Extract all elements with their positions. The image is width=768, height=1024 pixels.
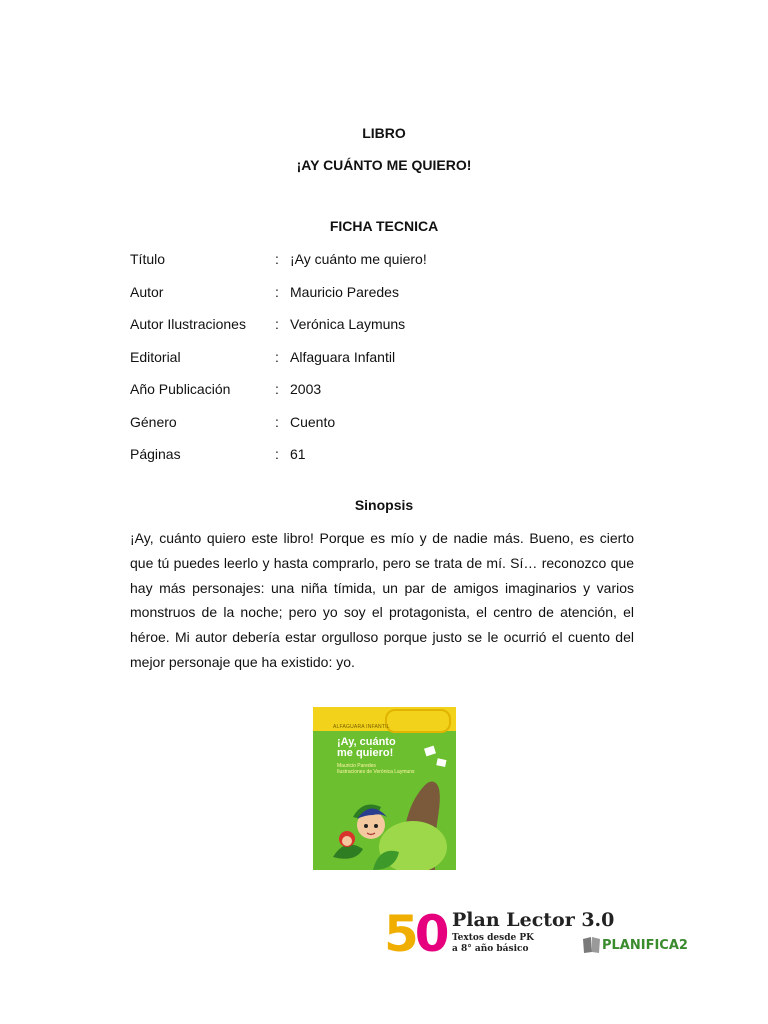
- cover-illustrator-name: Ilustraciones de Verónica Laymuns: [337, 769, 415, 775]
- ficha-value: Verónica Laymuns: [290, 316, 406, 332]
- ficha-value: Alfaguara Infantil: [290, 349, 396, 365]
- logo-subtitle: [452, 933, 572, 955]
- ficha-colon: :: [275, 349, 279, 365]
- ficha-value: Mauricio Paredes: [290, 284, 399, 300]
- ficha-colon: :: [275, 414, 279, 430]
- cover-title-line2: me quiero!: [337, 747, 394, 759]
- logo-digit-5: 5: [384, 905, 415, 963]
- cover-brand: ALFAGUARA INFANTIL: [333, 724, 390, 730]
- logo-subtitle-line1: Textos desde PK: [452, 933, 534, 943]
- cover-author-name: Mauricio Paredes: [337, 763, 376, 769]
- book-cover-image: [313, 707, 456, 870]
- ficha-row-paginas: [130, 446, 640, 466]
- sinopsis-heading: Sinopsis: [354, 497, 414, 513]
- ficha-row-ilustraciones: [130, 316, 640, 336]
- ficha-row-editorial: [130, 349, 640, 369]
- ficha-colon: :: [275, 284, 279, 300]
- ficha-value: ¡Ay cuánto me quiero!: [290, 251, 427, 267]
- heading-libro: LIBRO: [362, 125, 406, 141]
- ficha-row-anio: [130, 381, 640, 401]
- synopsis-paragraph: ¡Ay, cuánto quiero este libro! Porque es mío y de nadie más. Bueno, es cierto que tú puedes leerlo y hasta comprarlo, pero se trata de mí. Sí… reconozco que hay más personajes: una niña tímida, un par de amigos imaginarios y varios monstruos de la noche; pero yo soy el protagonista, el centro de atención, el héroe. Mi autor debería estar orgulloso porque justo se le ocurrió el cuento del mejor personaje que ha existido: yo.: [130, 530, 634, 670]
- ficha-colon: :: [275, 251, 279, 267]
- ficha-label: Editorial: [130, 349, 181, 365]
- cover-illustration: [313, 707, 456, 870]
- logo-brand: PLANIFICA2: [602, 938, 688, 953]
- book-title-heading: ¡AY CUÁNTO ME QUIERO!: [296, 157, 472, 173]
- ficha-value: 2003: [290, 381, 322, 397]
- cover-title-line1: ¡Ay, cuánto: [337, 736, 396, 748]
- ficha-label: Año Publicación: [130, 381, 231, 397]
- logo-subtitle-line2: a 8° año básico: [452, 944, 529, 954]
- ficha-label: Título: [130, 251, 166, 267]
- ficha-row-autor: [130, 284, 640, 304]
- ficha-colon: :: [275, 381, 279, 397]
- ficha-label: Autor: [130, 284, 164, 300]
- cover-title: [337, 737, 407, 759]
- logo-title: Plan Lector 3.0: [452, 909, 615, 931]
- ficha-colon: :: [275, 446, 279, 462]
- cover-author: [337, 763, 417, 775]
- ficha-value: 61: [290, 446, 306, 462]
- plan-lector-logo: [384, 905, 720, 963]
- ficha-label: Género: [130, 414, 177, 430]
- logo-digit-0: 0: [414, 905, 446, 963]
- ficha-row-genero: [130, 414, 640, 434]
- ficha-label: Páginas: [130, 446, 181, 462]
- ficha-tecnica-heading: FICHA TECNICA: [329, 218, 439, 234]
- ficha-colon: :: [275, 316, 279, 332]
- book-icon: [582, 936, 602, 954]
- ficha-value: Cuento: [290, 414, 336, 430]
- ficha-row-titulo: [130, 251, 640, 271]
- logo-number-50: [384, 905, 446, 963]
- ficha-label: Autor Ilustraciones: [130, 316, 246, 332]
